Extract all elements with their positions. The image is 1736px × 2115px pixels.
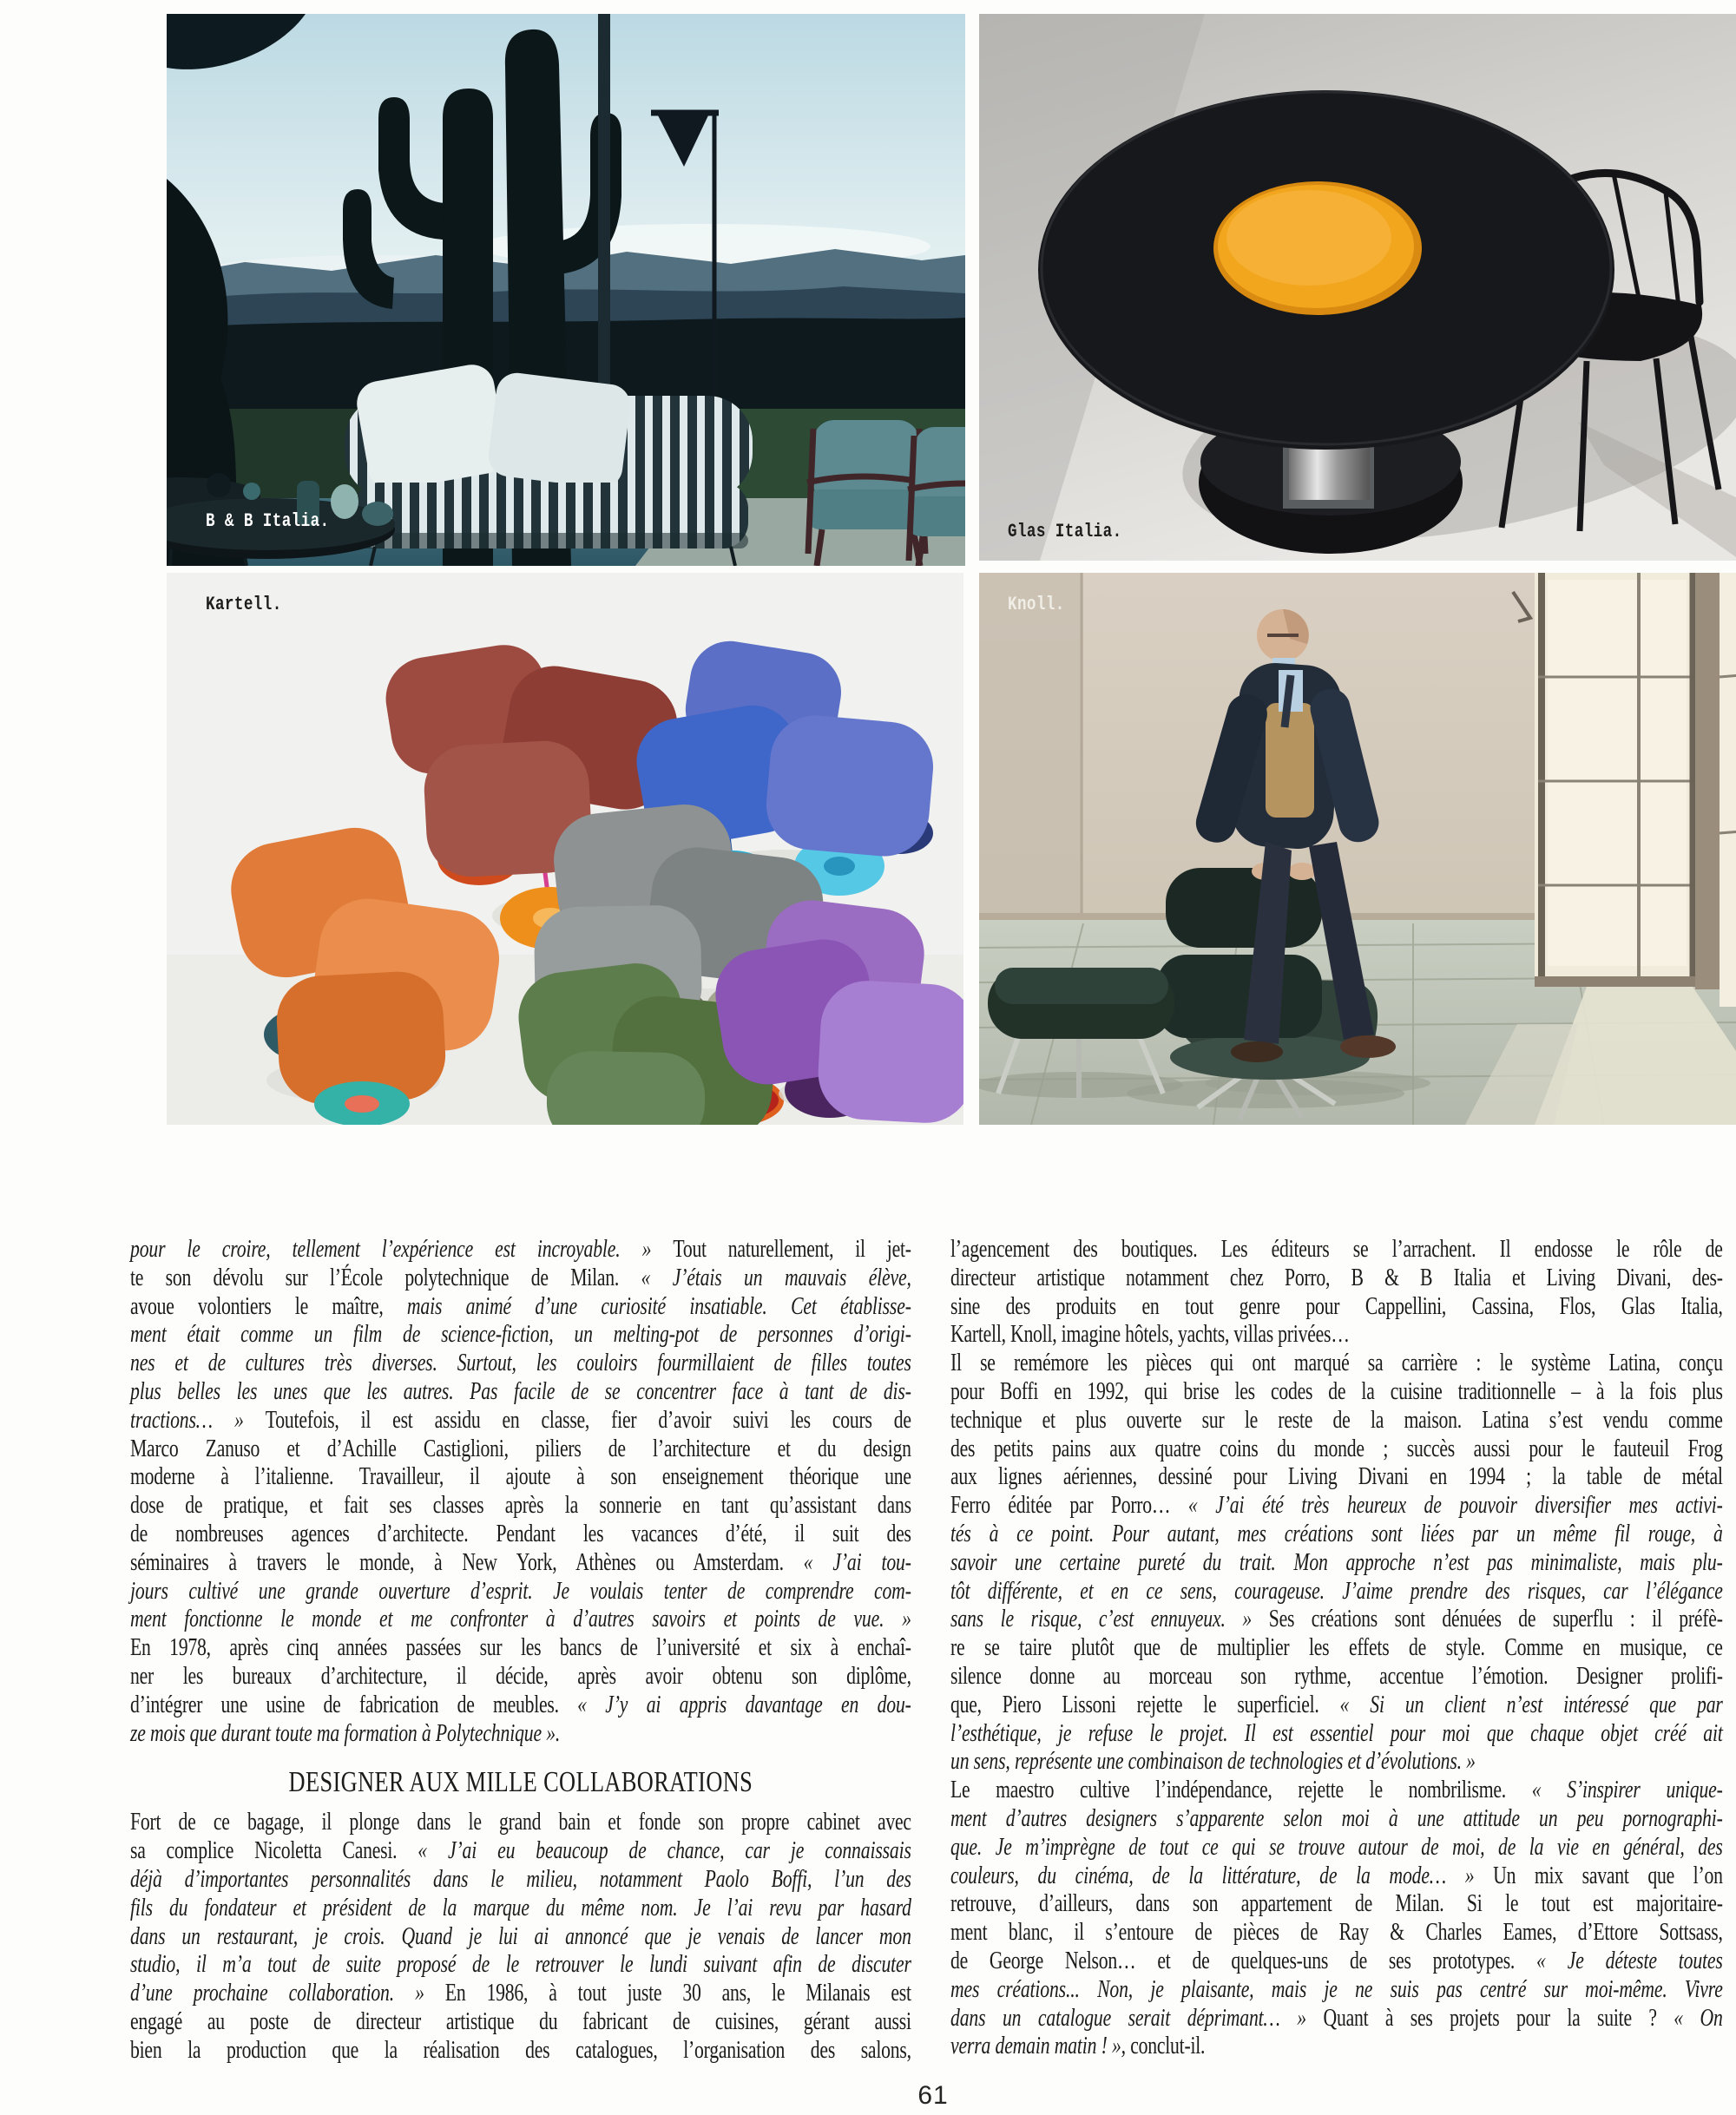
- text-line: aux lignes aériennes, dessiné pour Living Divani en 1994 ; la table de métal: [950, 1463, 1723, 1491]
- photo-kartell: [167, 573, 963, 1125]
- text-line: verra demain matin ! », conclut-il.: [950, 2033, 1206, 2060]
- photo-caption-kartell: Kartell.: [206, 594, 282, 615]
- loft-windows: [1535, 573, 1736, 1007]
- text-line: technique et plus ouverte sur le reste de la maison. Latina s’est vendu comme: [950, 1406, 1723, 1434]
- text-line: Le maestro cultive l’indépendance, rejette le nombrilisme. « S’inspirer unique-: [950, 1777, 1723, 1804]
- text-line: bien la production que la réalisation des catalogues, l’organisation des salons,: [130, 2036, 911, 2064]
- article-column-right: [950, 1236, 1723, 2061]
- text-line: sa complice Nicoletta Canesi. « J’ai eu beaucoup de chance, car je connaissais: [130, 1837, 911, 1865]
- text-line: moderne à l’italienne. Travailleur, il ajoute à son enseignement théorique une: [130, 1463, 911, 1491]
- bb-italia-photo-illustration: [167, 14, 965, 566]
- page-number: 61: [917, 2081, 949, 2110]
- text-line: studio, il m’a tout de suite proposé de le retrouver le lundi suivant afin de discuter: [130, 1951, 911, 1979]
- text-line: re se taire plutôt que de multiplier les effets de style. Comme en musique, ce: [950, 1634, 1723, 1662]
- text-line: ment d’autres designers s’apparente selon moi à une attitude un peu pornographi-: [950, 1804, 1723, 1832]
- text-line: d’intégrer une usine de fabrication de meubles. « J’y ai appris davantage en dou-: [130, 1691, 911, 1718]
- photo-caption-knoll: Knoll.: [1008, 594, 1065, 615]
- text-line: couleurs, du cinéma, de la littérature, de la mode… » Un mix savant que l’on: [950, 1862, 1723, 1889]
- kartell-photo-illustration: [167, 573, 963, 1125]
- text-line: plus belles les unes que les autres. Pas facile de se concentrer face à tant de dis-: [130, 1377, 911, 1405]
- text-line: silence donne au morceau son rythme, accentue l’émotion. Designer prolifi-: [950, 1662, 1723, 1690]
- text-line: un sens, représente une combinaison de technologies et d’évolutions. »: [950, 1748, 1476, 1776]
- text-line: que, Piero Lissoni rejette le superficiel. « Si un client n’est intéressé que par: [950, 1691, 1723, 1718]
- text-line: Marco Zanuso et d’Achille Castiglioni, piliers de l’architecture et du design: [130, 1435, 911, 1462]
- text-line: mes créations... Non, je plaisante, mais je ne suis pas centré sur moi-même. Vivre: [950, 1975, 1723, 2003]
- text-line: te son dévolu sur l’École polytechnique de Milan. « J’étais un mauvais élève,: [130, 1264, 911, 1291]
- text-line: ner les bureaux d’architecture, il décide, après avoir obtenu son diplôme,: [130, 1662, 911, 1690]
- photo-caption-bb-italia: B & B Italia.: [206, 510, 330, 532]
- text-line: déjà d’importantes personnalités dans le milieu, notamment Paolo Boffi, l’un des: [130, 1865, 911, 1893]
- glas-italia-photo-illustration: [979, 14, 1736, 561]
- text-line: fils du fondateur et président de la marque du même nom. Je l’ai revu par hasard: [130, 1894, 911, 1921]
- text-line: jours cultivé une grande ouverture d’esprit. Je voulais tenter de comprendre com-: [130, 1577, 911, 1605]
- text-line: tôt différente, et en ce sens, courageuse. J’aime prendre des risques, car l’élégance: [950, 1577, 1723, 1605]
- text-line: retrouve, d’ailleurs, dans son appartement de Milan. Si le tout est majoritaire-: [950, 1890, 1723, 1918]
- text-line: nes et de cultures très diverses. Surtout, les couloirs fourmillaient de filles toutes: [130, 1350, 911, 1377]
- text-line: l’esthétique, je refuse le projet. Il est essentiel pour moi que chaque objet créé ait: [950, 1719, 1723, 1747]
- text-line: séminaires à travers le monde, à New York, Athènes ou Amsterdam. « J’ai tou-: [130, 1548, 911, 1576]
- text-line: dans un catalogue serait déprimant… » Quant à ses projets pour la suite ? « On: [950, 2004, 1723, 2032]
- text-line: directeur artistique notamment chez Porro, B & B Italia et Living Divani, des-: [950, 1264, 1723, 1291]
- text-line: de nombreuses agences d’architecte. Pendant les vacances d’été, il suit des: [130, 1520, 911, 1547]
- text-line: tés à ce point. Pour autant, mes créations sont liées par un même fil rouge, à: [950, 1520, 1723, 1547]
- photo-caption-glas-italia: Glas Italia.: [1008, 521, 1122, 542]
- text-line: ment blanc, il s’entoure de pièces de Ray & Charles Eames, d’Ettore Sottsass,: [950, 1919, 1723, 1947]
- text-line: l’agencement des boutiques. Les éditeurs se l’arrachent. Il endosse le rôle de: [950, 1236, 1723, 1263]
- text-line: ze mois que durant toute ma formation à Polytechnique ».: [130, 1719, 561, 1747]
- text-line: avoue volontiers le maître, mais animé d’une curiosité insatiable. Cet établisse-: [130, 1292, 911, 1320]
- text-line: Ferro éditée par Porro… « J’ai été très heureux de pouvoir diversifier mes activi-: [950, 1492, 1723, 1520]
- ottoman: [979, 968, 1183, 1099]
- photo-bb-italia: [167, 14, 965, 566]
- text-line: tractions… » Toutefois, il est assidu en classe, fier d’avoir suivi les cours de: [130, 1406, 911, 1434]
- text-line: des petits pains aux quatre coins du monde ; succès aussi pour le fauteuil Frog: [950, 1435, 1723, 1462]
- text-line: Fort de ce bagage, il plonge dans le grand bain et fonde son propre cabinet avec: [130, 1809, 911, 1836]
- text-line: de George Nelson… et de quelques-uns de ses prototypes. « Je déteste toutes: [950, 1947, 1723, 1974]
- text-line: ment était comme un film de science-fiction, un melting-pot de personnes d’origi-: [130, 1321, 911, 1349]
- text-line: ment fonctionne le monde et me confronter à d’autres savoirs et points de vue. »: [130, 1606, 911, 1633]
- text-line: sine des produits en tout genre pour Cappellini, Cassina, Flos, Glas Italia,: [950, 1292, 1723, 1320]
- photo-knoll: [979, 573, 1736, 1125]
- text-line: dans un restaurant, je crois. Quand je lui ai annoncé que je venais de lancer mon: [130, 1922, 911, 1950]
- photo-glas-italia: [979, 14, 1736, 561]
- article-column-left: [130, 1236, 911, 2066]
- text-line: En 1978, après cinq années passées sur les bancs de l’université et six à enchaî-: [130, 1634, 911, 1662]
- text-line: pour Boffi en 1992, qui brise les codes de la cuisine traditionnelle – à la fois plus: [950, 1377, 1723, 1405]
- knoll-photo-illustration: [979, 573, 1736, 1125]
- text-line: d’une prochaine collaboration. » En 1986, à tout juste 30 ans, le Milanais est: [130, 1980, 911, 2007]
- text-line: sans le risque, c’est ennuyeux. » Ses créations sont dénuées de superflu : il préfè-: [950, 1606, 1723, 1633]
- text-line: pour le croire, tellement l’expérience est incroyable. » Tout naturellement, il jet-: [130, 1236, 911, 1263]
- text-line: dose de pratique, et fait ses classes après la sonnerie en tant qu’assistant dans: [130, 1492, 911, 1520]
- text-line: engagé au poste de directeur artistique du fabricant de cuisines, gérant aussi: [130, 2007, 911, 2035]
- section-heading: DESIGNER AUX MILLE COLLABORATIONS: [288, 1766, 753, 1799]
- text-line: Il se remémore les pièces qui ont marqué sa carrière : le système Latina, conçu: [950, 1350, 1723, 1377]
- text-line: que. Je m’imprègne de tout ce qui se trouve autour de moi, de la vie en général, des: [950, 1833, 1723, 1861]
- text-line: savoir une certaine pureté du trait. Mon approche n’est pas minimaliste, mais plu-: [950, 1548, 1723, 1576]
- text-line: Kartell, Knoll, imagine hôtels, yachts, villas privées…: [950, 1321, 1350, 1349]
